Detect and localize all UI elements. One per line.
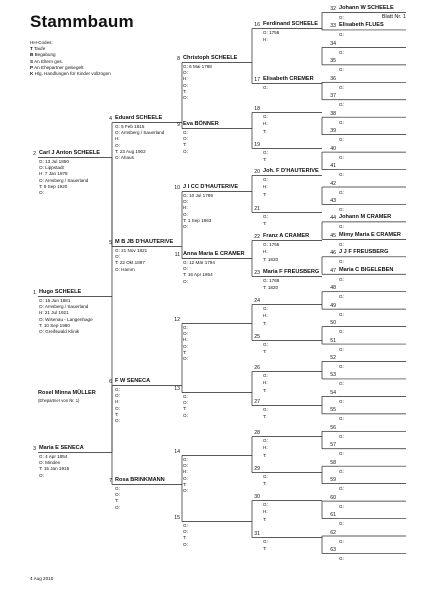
hh-code-item: S An Eltern ges.: [30, 58, 63, 64]
person-number: 18: [254, 106, 260, 112]
person-detail: G:: [183, 394, 188, 399]
person-detail: O:: [183, 400, 188, 406]
person-number: 41: [330, 163, 336, 170]
person-detail: G: 1758: [263, 30, 280, 35]
person-number: 54: [330, 389, 336, 396]
hh-code-item: T Taufe: [30, 46, 46, 52]
person-detail: G:: [339, 189, 344, 195]
person-detail: O: Arnsberg / Sauerland: [39, 177, 89, 183]
person-detail: G:: [339, 521, 344, 527]
person-detail: O: Arnsberg / Sauerland: [115, 130, 165, 136]
person-name: Elisabeth FLUES: [339, 22, 384, 29]
page-title: Stammbaum: [30, 12, 134, 31]
person-number: 21: [254, 206, 260, 212]
person-detail: G:: [339, 451, 344, 457]
person-name: Christoph SCHEELE: [183, 55, 238, 61]
person-number: 8: [177, 56, 180, 62]
person-detail: H: 7 Jan 1878: [39, 171, 68, 177]
person-detail: T: 1820: [263, 285, 279, 291]
person-detail: G: 4 Apr 1854: [39, 454, 68, 459]
person-detail: G:: [263, 502, 268, 507]
hh-code-item: B Begabung: [30, 52, 56, 58]
person-detail: H:: [183, 469, 188, 475]
person-detail: T:: [263, 320, 267, 326]
person-number: 36: [330, 75, 336, 82]
person-detail: T: 9 Sep 1920: [39, 183, 68, 189]
person-number: 12: [174, 317, 180, 323]
person-name: Maria E SENECA: [39, 445, 84, 451]
person-detail: G: 15 Jun 1881: [39, 298, 71, 303]
person-name: Johann W SCHEELE: [339, 5, 394, 11]
person-detail: T:: [183, 349, 187, 355]
person-name: Ferdinand SCHEELE: [263, 21, 319, 27]
person-detail: H:: [263, 509, 268, 515]
person-detail: G:: [183, 130, 188, 135]
person-detail: G:: [339, 224, 344, 230]
person-detail: O:: [183, 331, 188, 337]
person-detail: O:: [115, 254, 120, 260]
person-detail: G:: [339, 49, 344, 55]
person-detail: O: Ahaus: [115, 155, 134, 160]
person-number: 38: [330, 110, 336, 117]
person-number: 51: [330, 337, 336, 344]
person-name: Elisabeth CREMER: [263, 76, 314, 82]
person-detail: G:: [339, 416, 344, 422]
person-number: 6: [109, 379, 112, 385]
spouse-note: (Ehepartner von Nr. 1): [38, 398, 80, 403]
person-detail: O: Minden: [39, 460, 61, 466]
person-name: F W SENECA: [115, 378, 151, 384]
person-number: 37: [330, 93, 336, 100]
person-detail: G:: [339, 503, 344, 509]
person-detail: O:: [183, 488, 188, 493]
person-detail: T:: [263, 349, 267, 355]
person-number: 24: [254, 298, 260, 304]
person-detail: O:: [183, 199, 188, 205]
person-detail: O: Lippstadt: [39, 165, 64, 171]
person-number: 44: [330, 215, 336, 222]
person-detail: H:: [263, 121, 268, 127]
person-name: Eduard SCHEELE: [115, 115, 163, 121]
person-detail: G:: [339, 276, 344, 282]
person-detail: G:: [263, 407, 268, 412]
person-detail: G:: [115, 486, 120, 491]
person-detail: O:: [183, 82, 188, 88]
person-detail: O:: [183, 70, 188, 76]
person-detail: G:: [263, 342, 268, 347]
person-number: 5: [109, 240, 112, 246]
person-detail: G:: [115, 387, 120, 392]
person-detail: O: Arnsberg / Sauerland: [39, 304, 89, 310]
person-detail: T:: [183, 481, 187, 487]
person-detail: G:: [339, 311, 344, 317]
person-detail: T:: [183, 88, 187, 94]
person-detail: H:: [183, 76, 188, 82]
person-detail: G: 6 Mai 1788: [183, 64, 212, 69]
person-detail: O:: [183, 224, 188, 229]
person-detail: H:: [263, 184, 268, 190]
person-number: 39: [330, 128, 336, 135]
person-detail: T:: [183, 535, 187, 541]
person-number: 47: [330, 267, 336, 274]
person-number: 16: [254, 22, 260, 28]
person-detail: H:: [263, 313, 268, 319]
person-number: 60: [330, 494, 336, 501]
person-number: 46: [330, 250, 336, 257]
person-name: Franz A CRAMER: [263, 233, 310, 239]
person-number: 1: [33, 290, 36, 296]
hh-code-item: K Hlg. Handlungen für Kinder vollzogen: [30, 71, 111, 77]
person-name: Anna Maria E CRAMER: [183, 251, 245, 257]
person-detail: O:: [183, 278, 188, 284]
person-detail: T: 22 Okt 1897: [115, 260, 145, 266]
person-detail: G:: [339, 206, 344, 212]
person-detail: T:: [183, 142, 187, 148]
person-number: 59: [330, 477, 336, 484]
person-detail: G:: [263, 114, 268, 119]
person-detail: G: 21 Nov 1821: [115, 248, 148, 253]
person-detail: O:: [115, 418, 120, 423]
person-detail: O:: [183, 95, 188, 100]
person-number: 49: [330, 302, 336, 309]
person-detail: G:: [183, 523, 188, 528]
person-detail: O:: [183, 412, 188, 418]
person-number: 35: [330, 58, 336, 65]
person-detail: G:: [339, 137, 344, 143]
person-detail: G:: [339, 84, 344, 90]
person-detail: H:: [115, 136, 120, 142]
person-detail: O:: [183, 266, 188, 272]
person-number: 31: [254, 531, 260, 537]
person-detail: O: Greifswald Klinik: [39, 329, 80, 334]
person-detail: G:: [263, 85, 268, 90]
person-number: 30: [254, 494, 260, 500]
person-detail: T:: [263, 191, 267, 197]
person-number: 11: [174, 252, 180, 258]
person-detail: T:: [115, 498, 119, 504]
person-number: 19: [254, 142, 260, 148]
person-detail: G:: [339, 67, 344, 73]
person-detail: G: 1768: [263, 278, 280, 283]
person-number: 42: [330, 180, 336, 187]
person-detail: O:: [183, 463, 188, 469]
person-detail: G:: [339, 102, 344, 108]
person-detail: O:: [115, 504, 120, 510]
person-detail: G: 1755: [263, 242, 280, 247]
person-detail: O:: [39, 190, 44, 195]
person-detail: T: 16 Apr 1854: [183, 272, 213, 278]
person-detail: G:: [339, 241, 344, 247]
person-detail: T: 15 Jan 1915: [39, 466, 70, 472]
person-detail: G:: [339, 329, 344, 335]
person-detail: G:: [339, 32, 344, 38]
person-detail: T:: [263, 128, 267, 134]
person-detail: H: 21 Jul 1921: [39, 310, 69, 316]
person-number: 9: [177, 122, 180, 128]
footer-date: 4 Aug 2010: [30, 576, 54, 581]
person-detail: O: Wisenau - Langenhage: [39, 316, 93, 322]
person-number: 7: [109, 478, 112, 484]
person-number: 63: [330, 546, 336, 553]
person-detail: T:: [263, 221, 267, 227]
person-detail: T: 23 Aug 1902: [115, 148, 146, 154]
sheet-number: Blatt Nr. 1: [381, 14, 406, 20]
person-detail: O:: [183, 148, 188, 154]
person-detail: G:: [263, 438, 268, 443]
person-detail: T:: [263, 387, 267, 393]
person-name: Johann M CRAMER: [339, 214, 392, 221]
person-detail: G:: [263, 150, 268, 155]
person-detail: G:: [339, 486, 344, 492]
person-number: 3: [33, 446, 36, 452]
person-detail: T:: [263, 157, 267, 163]
person-detail: O:: [39, 472, 44, 478]
person-detail: G:: [339, 15, 344, 20]
person-number: 4: [109, 116, 112, 122]
person-detail: O:: [183, 529, 188, 535]
person-detail: G:: [339, 538, 344, 544]
person-detail: G:: [339, 172, 344, 178]
person-detail: G:: [263, 539, 268, 544]
person-detail: T:: [183, 406, 187, 412]
person-detail: T:: [263, 546, 267, 552]
person-number: 13: [174, 386, 180, 392]
person-number: 48: [330, 285, 336, 292]
person-detail: O:: [115, 142, 120, 148]
person-number: 14: [174, 449, 180, 455]
person-number: 53: [330, 372, 336, 379]
person-number: 10: [174, 185, 180, 191]
person-detail: G: 12 Mär 1794: [183, 260, 215, 265]
person-number: 17: [254, 77, 260, 83]
person-number: 2: [33, 151, 36, 157]
person-detail: G:: [339, 555, 344, 561]
person-name: Mimy Maria E CRAMER: [339, 231, 401, 238]
person-detail: G:: [339, 398, 344, 404]
person-detail: T:: [263, 481, 267, 487]
person-detail: G:: [339, 259, 344, 265]
person-detail: G:: [339, 433, 344, 439]
person-detail: O:: [115, 393, 120, 399]
person-number: 28: [254, 430, 260, 436]
person-detail: G: 13 Jul 1850: [39, 159, 69, 164]
person-number: 62: [330, 529, 336, 536]
hh-codes-heading: HH-Codes:: [30, 40, 53, 45]
person-detail: H:: [263, 249, 268, 255]
person-name: J I CC D'HAUTERIVE: [183, 184, 239, 190]
person-name: Rosa BRINKMANN: [115, 477, 165, 483]
person-number: 52: [330, 355, 336, 361]
person-number: 27: [254, 399, 260, 405]
person-detail: G:: [339, 381, 344, 387]
person-detail: T: 10 Sep 1960: [39, 322, 70, 328]
person-detail: G:: [263, 373, 268, 378]
person-name: Joh. F D'HAUTERIVE: [263, 168, 319, 174]
person-number: 32: [330, 6, 336, 12]
person-number: 26: [254, 365, 260, 371]
person-detail: O:: [183, 475, 188, 481]
person-detail: G: 5 Feb 1815: [115, 124, 145, 129]
person-name: Hugo SCHEELE: [39, 289, 82, 295]
person-number: 15: [174, 515, 180, 521]
person-number: 20: [254, 169, 260, 175]
person-number: 22: [254, 234, 260, 240]
person-name: Eva BÖNNER: [183, 121, 219, 127]
person-name: Maria C BIGELEBEN: [339, 266, 394, 273]
person-detail: G:: [183, 457, 188, 462]
person-detail: G:: [339, 119, 344, 125]
person-number: 55: [330, 407, 336, 414]
person-name: Maria F FREUSBERG: [263, 269, 320, 275]
person-detail: T:: [115, 411, 119, 417]
person-number: 34: [330, 40, 336, 47]
person-number: 25: [254, 334, 260, 340]
person-detail: O:: [183, 211, 188, 217]
spouse-name: Rosel Minna MÜLLER: [38, 390, 96, 396]
person-detail: G:: [263, 306, 268, 311]
person-name: Carl J Anton SCHEELE: [39, 150, 101, 156]
person-detail: O: Hamm: [115, 266, 135, 272]
person-name: M B JB D'HAUTERIVE: [115, 239, 174, 245]
person-name: J J F FREUSBERG: [339, 249, 389, 256]
person-detail: O:: [115, 405, 120, 411]
person-detail: H:: [115, 399, 120, 405]
person-detail: G:: [339, 346, 344, 352]
person-detail: H:: [263, 37, 268, 43]
person-number: 23: [254, 270, 260, 276]
person-detail: G:: [263, 474, 268, 479]
person-detail: O:: [115, 492, 120, 498]
person-detail: G:: [263, 214, 268, 219]
person-number: 33: [330, 23, 336, 30]
person-detail: T:: [263, 516, 267, 522]
person-number: 45: [330, 232, 336, 239]
person-detail: T:: [263, 414, 267, 420]
person-detail: G:: [339, 468, 344, 474]
person-number: 29: [254, 466, 260, 472]
person-number: 58: [330, 459, 336, 466]
person-detail: O:: [183, 356, 188, 361]
person-detail: G:: [339, 294, 344, 300]
person-detail: H:: [263, 445, 268, 451]
person-detail: O:: [183, 343, 188, 349]
person-detail: H:: [183, 337, 188, 343]
person-detail: G:: [263, 177, 268, 182]
person-number: 61: [330, 512, 336, 519]
person-number: 50: [330, 320, 336, 327]
hh-code-item: P An Ehepartner gesiegelt: [30, 64, 84, 70]
person-number: 40: [330, 145, 336, 152]
person-detail: H:: [263, 380, 268, 386]
person-detail: H:: [183, 205, 188, 211]
person-number: 56: [330, 424, 336, 431]
person-detail: G: 10 Jul 1789: [183, 193, 213, 198]
person-detail: G:: [183, 325, 188, 330]
person-number: 57: [330, 442, 336, 449]
person-number: 43: [330, 197, 336, 204]
person-detail: T: 1820: [263, 256, 279, 262]
person-detail: O:: [183, 541, 188, 547]
person-detail: T: 1 Sep 1863: [183, 217, 212, 223]
person-detail: G:: [339, 364, 344, 369]
person-detail: O:: [183, 136, 188, 142]
person-detail: G:: [339, 154, 344, 160]
person-detail: T:: [263, 452, 267, 458]
